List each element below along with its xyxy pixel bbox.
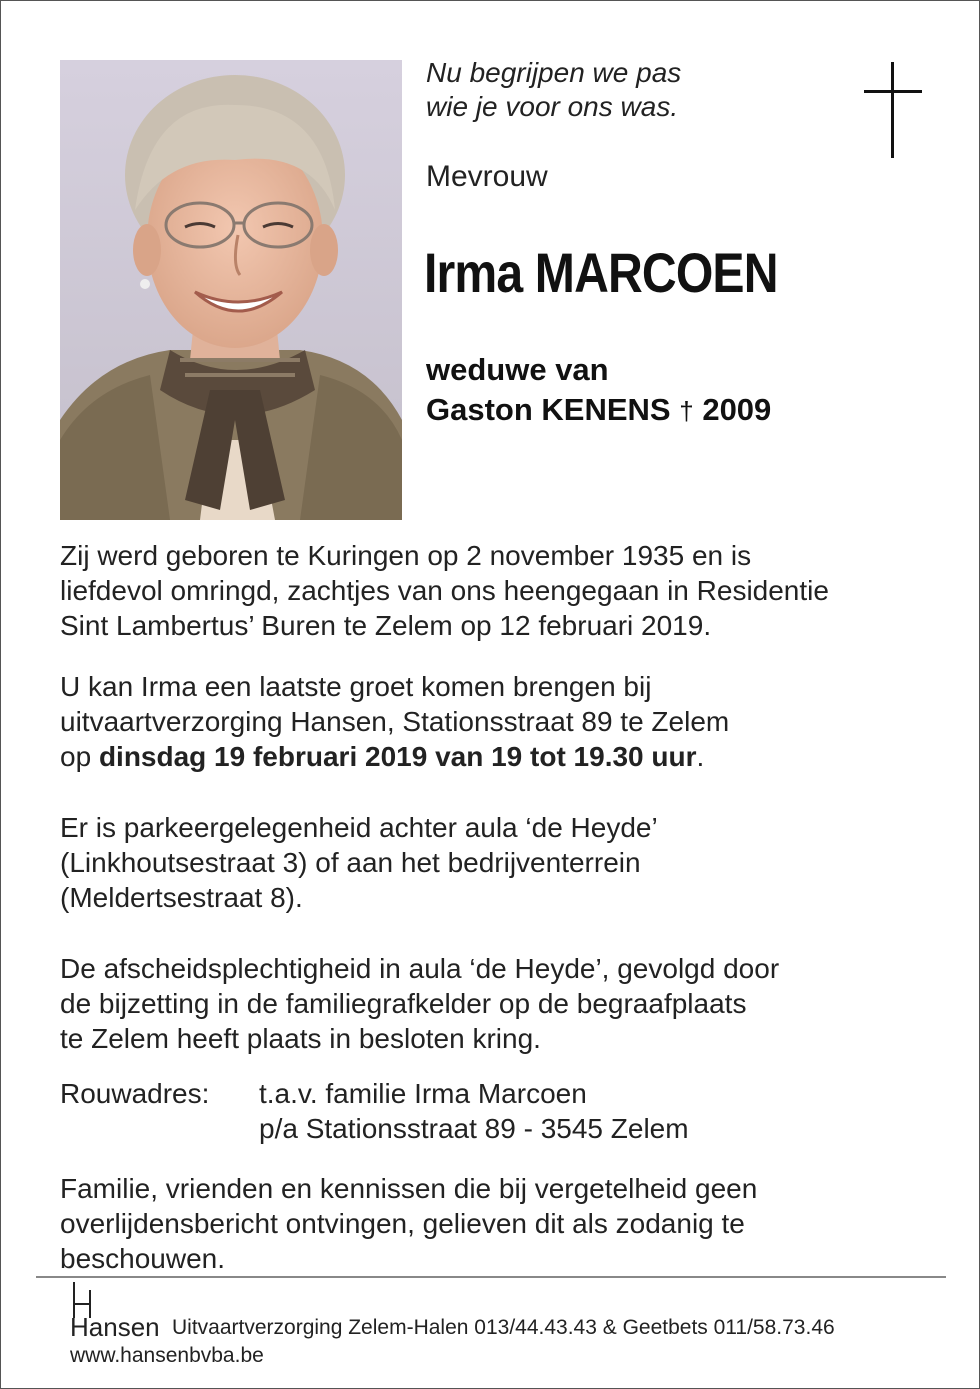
honorific: Mevrouw xyxy=(426,160,548,193)
text-line: (Meldertsestraat 8). xyxy=(60,882,303,913)
text-line: overlijdensbericht ontvingen, gelieven dit als zodanig te xyxy=(60,1208,745,1239)
text-line: U kan Irma een laatste groet komen brengen bij xyxy=(60,671,652,702)
quote-line: Nu begrijpen we pas xyxy=(426,57,682,88)
birth-death-paragraph xyxy=(60,538,829,643)
dagger-icon: † xyxy=(679,396,694,426)
cross-icon xyxy=(864,62,922,158)
text-line: Zij werd geboren te Kuringen op 2 november 1935 en is xyxy=(60,540,752,571)
spouse-relation: weduwe van xyxy=(426,352,609,387)
text-line: te Zelem heeft plaats in besloten kring. xyxy=(60,1023,541,1054)
visitation-paragraph xyxy=(60,669,729,774)
text-line: Sint Lambertus’ Buren te Zelem op 12 februari 2019. xyxy=(60,610,712,641)
text-line: liefdevol omringd, zachtjes van ons heengegaan in Residentie xyxy=(60,575,829,606)
text-line: de bijzetting in de familiegrafkelder op de begraafplaats xyxy=(60,988,747,1019)
visitation-datetime: dinsdag 19 februari 2019 van 19 tot 19.30 uur xyxy=(98,741,697,772)
spouse-info xyxy=(426,350,771,431)
deceased-name: Irma MARCOEN xyxy=(424,241,778,304)
text-line: uitvaartverzorging Hansen, Stationsstraat 89 te Zelem xyxy=(60,706,730,737)
text-line: beschouwen. xyxy=(60,1243,226,1274)
quote-line: wie je voor ons was. xyxy=(426,91,679,122)
visitation-prefix: op xyxy=(60,741,99,772)
visitation-suffix: . xyxy=(696,741,705,772)
company-website[interactable]: www.hansenbvba.be xyxy=(70,1344,264,1367)
portrait-illustration xyxy=(60,60,402,520)
text-line: (Linkhoutsestraat 3) of aan het bedrijventerrein xyxy=(60,847,641,878)
footer-divider xyxy=(36,1276,946,1278)
mourning-address-value xyxy=(259,1076,689,1146)
text-line: Er is parkeergelegenheid achter aula ‘de Heyde’ xyxy=(60,812,658,843)
address-line: t.a.v. familie Irma Marcoen xyxy=(259,1078,587,1109)
notice-paragraph xyxy=(60,1171,757,1276)
company-logo-text: Hansen xyxy=(70,1312,160,1342)
portrait-photo xyxy=(60,60,402,520)
address-line: p/a Stationsstraat 89 - 3545 Zelem xyxy=(259,1113,689,1144)
spouse-year: 2009 xyxy=(702,392,772,427)
company-contact-line: Uitvaartverzorging Zelem-Halen 013/44.43.43 & Geetbets 011/58.73.46 xyxy=(172,1316,835,1339)
memorial-quote xyxy=(426,56,681,124)
ceremony-paragraph xyxy=(60,951,779,1056)
spouse-line xyxy=(426,390,771,431)
text-line xyxy=(60,739,729,774)
text-line: Familie, vrienden en kennissen die bij vergetelheid geen xyxy=(60,1173,758,1204)
spouse-name: Gaston KENENS xyxy=(426,392,671,427)
parking-paragraph xyxy=(60,810,658,915)
mourning-address-label: Rouwadres: xyxy=(60,1078,210,1109)
text-line: De afscheidsplechtigheid in aula ‘de Heyde’, gevolgd door xyxy=(60,953,780,984)
